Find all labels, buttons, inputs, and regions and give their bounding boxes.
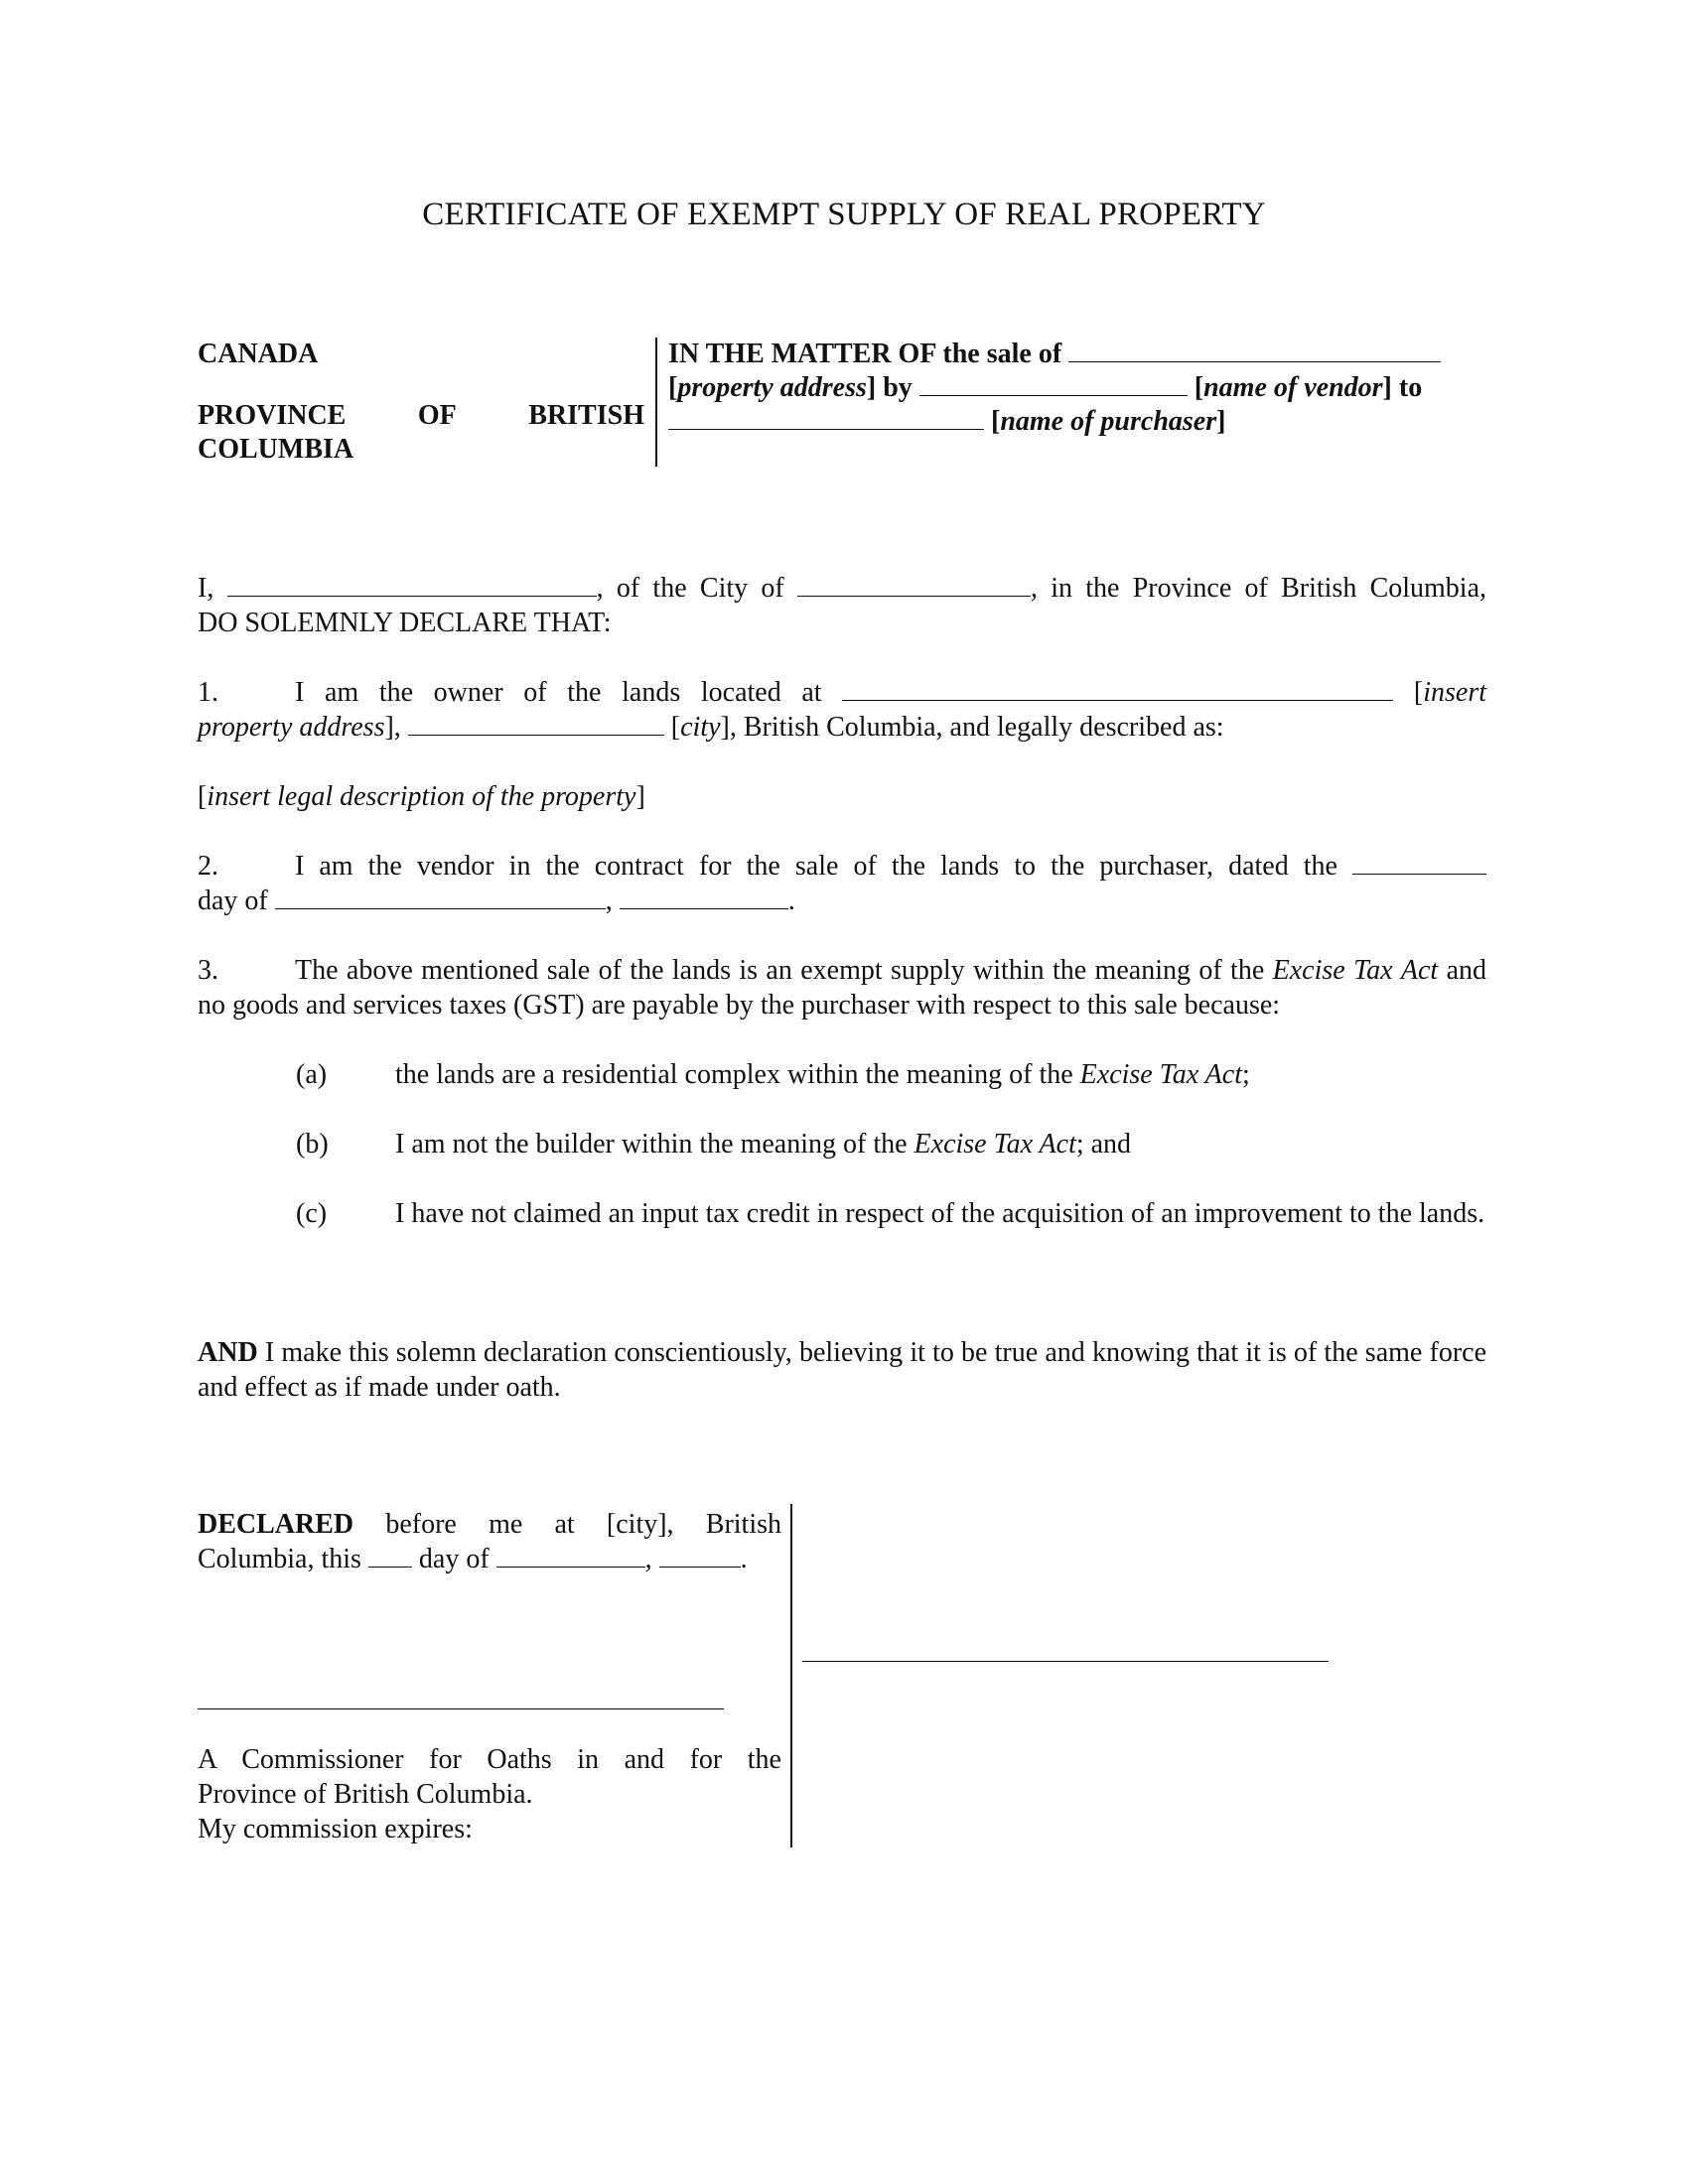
oath-paragraph (198, 1335, 1486, 1405)
sub-item-text: I am not the builder within the meaning of the (395, 1129, 908, 1160)
declared-day-blank[interactable] (368, 1543, 412, 1568)
contract-month-blank[interactable] (275, 885, 606, 909)
signature-divider (790, 1504, 792, 1847)
para1-city-blank[interactable] (408, 711, 664, 736)
matter-line-2: [property address] by [name of vendor] to (668, 372, 1423, 403)
commissioner-line-2: Province of British Columbia. (198, 1779, 533, 1810)
para2-line-2: day of , . (198, 886, 795, 916)
british-word: BRITISH (528, 400, 644, 431)
day-of-text: day of (198, 886, 268, 916)
declared-line-2: Columbia, this day of , . (198, 1544, 748, 1574)
property-address-hint: property address (198, 712, 385, 743)
sub-item-b (296, 1127, 1486, 1161)
act-name: Excise Tax (1272, 955, 1393, 986)
declared-block (198, 1507, 781, 1576)
para1-text-b: , British Columbia, and legally described as: (729, 712, 1224, 743)
purchaser-label: name of purchaser (1000, 406, 1217, 437)
and-word: AND (198, 1337, 258, 1368)
matter-line-1 (668, 338, 1463, 371)
contract-day-blank[interactable] (1352, 850, 1486, 875)
caption-matter (668, 338, 1463, 439)
vendor-blank[interactable] (919, 371, 1188, 396)
paragraph-2 (198, 849, 1486, 918)
sub-item-c (296, 1196, 1486, 1231)
para3-number: 3. (198, 955, 218, 986)
declared-line-1 (198, 1507, 781, 1542)
act-name-tail: Act (1400, 955, 1439, 986)
declarant-signature-line[interactable] (802, 1661, 1329, 1662)
para2-text: I am the vendor in the contract for the sale of the lands to the purchaser, dated the (295, 851, 1337, 882)
insert-label: insert (1423, 677, 1487, 708)
city-text: , of the City of (596, 573, 784, 604)
province-line (198, 399, 644, 433)
para1-number: 1. (198, 677, 218, 708)
sub-item-label: (b) (296, 1129, 329, 1160)
sub-item-label: (c) (296, 1198, 328, 1229)
declared-year-blank[interactable] (659, 1543, 741, 1568)
declare-line: DO SOLEMNLY DECLARE THAT: (198, 608, 612, 638)
para1-line-2: property address], [city], British Columbia, and legally described as: (198, 712, 1224, 743)
intro-paragraph (198, 571, 1486, 640)
property-address-label: property address (677, 372, 867, 403)
columbia-word: COLUMBIA (198, 434, 354, 465)
contract-year-blank[interactable] (620, 885, 788, 909)
para1-line-1: 1. I am the owner of the lands located at [insert (198, 677, 1487, 708)
i-word: I, (198, 573, 214, 604)
para3-text-b: and no goods and services taxes (GST) are payable by the purchaser with respect to this sale because: (198, 955, 1487, 1021)
commissioner-line-3: My commission expires: (198, 1814, 473, 1844)
sub-item-a (296, 1057, 1486, 1092)
by-word: by (883, 372, 913, 403)
legal-description: [insert legal description of the property] (198, 781, 645, 812)
caption-jurisdiction (198, 338, 644, 467)
lands-location-blank[interactable] (842, 676, 1393, 701)
province-text: , in the Province of British Columbia, (1030, 573, 1487, 604)
declared-month-blank[interactable] (496, 1543, 645, 1568)
sub-item-text: I have not claimed an input tax credit in respect of the acquisition of an improvement to the lands. (395, 1198, 1485, 1229)
oath-text: I make this solemn declaration conscientiously, believing it to be true and knowing that it is of the same force and effect as if made under oath. (198, 1337, 1487, 1403)
sub-item-label: (a) (296, 1059, 328, 1090)
para3-text: The above mentioned sale of the lands is an exempt supply within the meaning of the (295, 955, 1265, 986)
city-blank[interactable] (797, 572, 1031, 597)
country-label: CANADA (198, 339, 319, 369)
province-word: PROVINCE (198, 400, 347, 431)
sub-item-text-tail: ; and (1075, 1129, 1132, 1160)
document-title: CERTIFICATE OF EXEMPT SUPPLY OF REAL PROPERTY (422, 197, 1266, 232)
commissioner-signature-line[interactable] (198, 1708, 724, 1709)
intro-line-1 (198, 571, 1486, 606)
declarant-name-blank[interactable] (227, 572, 597, 597)
declared-line2-a: Columbia, this (198, 1544, 361, 1574)
matter-line-3: [name of purchaser] (668, 405, 1463, 439)
sub-item-text: the lands are a residential complex within the meaning of the (395, 1059, 1073, 1090)
para2-number: 2. (198, 851, 218, 882)
commissioner-line-1: A Commissioner for Oaths in and for the (198, 1744, 781, 1775)
property-address-blank[interactable] (1068, 338, 1441, 362)
caption-divider (655, 338, 657, 467)
paragraph-3 (198, 953, 1486, 1023)
sub-item-act: Excise Tax Act (1079, 1059, 1242, 1090)
of-word: OF (417, 400, 457, 431)
sub-item-text-tail: ; (1241, 1059, 1250, 1090)
para1-text: I am the owner of the lands located at (295, 677, 822, 708)
para2-line-1 (198, 849, 1486, 884)
commissioner-block (198, 1742, 781, 1846)
vendor-label: name of vendor (1203, 372, 1383, 403)
sub-item-act: Excise Tax Act (914, 1129, 1076, 1160)
purchaser-blank[interactable] (668, 405, 984, 430)
declared-line2-b: day of (418, 1544, 490, 1574)
to-word: to (1398, 372, 1423, 403)
declared-word: DECLARED (198, 1509, 354, 1540)
declared-line1-rest: before me at [city], British (385, 1509, 781, 1540)
city-label: city (680, 712, 721, 743)
paragraph-1 (198, 675, 1486, 745)
legal-description-label: insert legal description of the property (207, 781, 636, 812)
matter-prefix: IN THE MATTER OF the sale of (668, 339, 1062, 369)
